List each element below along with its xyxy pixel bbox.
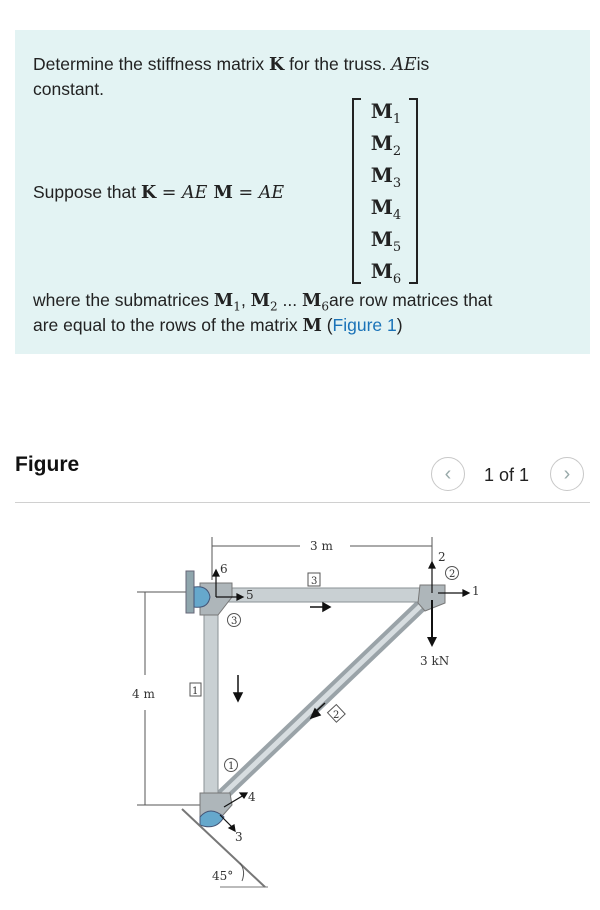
matrix-row: $M_1$ [370,99,402,127]
dof-1-label: 1 [472,584,480,598]
problem-line-2: constant. [33,79,105,99]
member-2-diagonal-highlight [210,595,432,807]
matrix-row: $M_2$ [370,131,402,159]
submatrices-line: where the submatrices $M_1$, $M_2$ ... $M_6are$ row matrices that [33,290,493,314]
matrix-right-bracket [409,98,418,284]
truss-figure [120,525,500,895]
load-label: 3 kN [420,654,450,668]
dof-3-label: 3 [235,830,243,844]
matrix-row: $M_3$ [370,163,402,191]
dof-2-label: 2 [438,550,446,564]
prev-figure-button[interactable] [431,457,465,491]
node-2-label: 2 [449,569,456,580]
matrix-left-bracket [352,98,361,284]
member-3-label: 3 [311,576,318,587]
figure-title: Figure [15,453,80,476]
next-figure-button[interactable] [550,457,584,491]
matrix-row: $M_6$ [370,259,402,287]
matrix-row: $M_5$ [370,227,402,255]
suppose-equation: Suppose that K = AE M = AE [33,182,285,203]
figure-1-link[interactable]: Figure 1 [332,315,397,335]
dof-4-label: 4 [248,790,256,804]
member-2-label: 2 [333,710,340,721]
figure-page-indicator: 1 of 1 [484,465,530,485]
dof-5-label: 5 [246,588,254,602]
wall-support [186,571,194,613]
dof-6-label: 6 [220,562,228,576]
node-1-label: 1 [228,761,235,772]
figure-divider [15,502,590,503]
chevron-right-icon: › [563,462,571,485]
member-3-horizontal [210,588,432,602]
member-1-vertical [204,595,218,807]
matrix-row: $M_4$ [370,195,402,223]
dim-3m-label: 3 m [310,539,333,553]
problem-line-1: Determine the stiffness matrix K for the truss. AEis [33,54,430,75]
angle-label: 45° [212,869,234,883]
load-arrowhead [427,637,437,647]
chevron-left-icon: ‹ [444,462,452,485]
dim-4m-label: 4 m [132,687,155,701]
m-matrix [352,96,418,286]
node-3-label: 3 [231,616,238,627]
rows-line: are equal to the rows of the matrix M (Figure 1) [33,315,403,336]
member-1-label: 1 [192,686,199,697]
